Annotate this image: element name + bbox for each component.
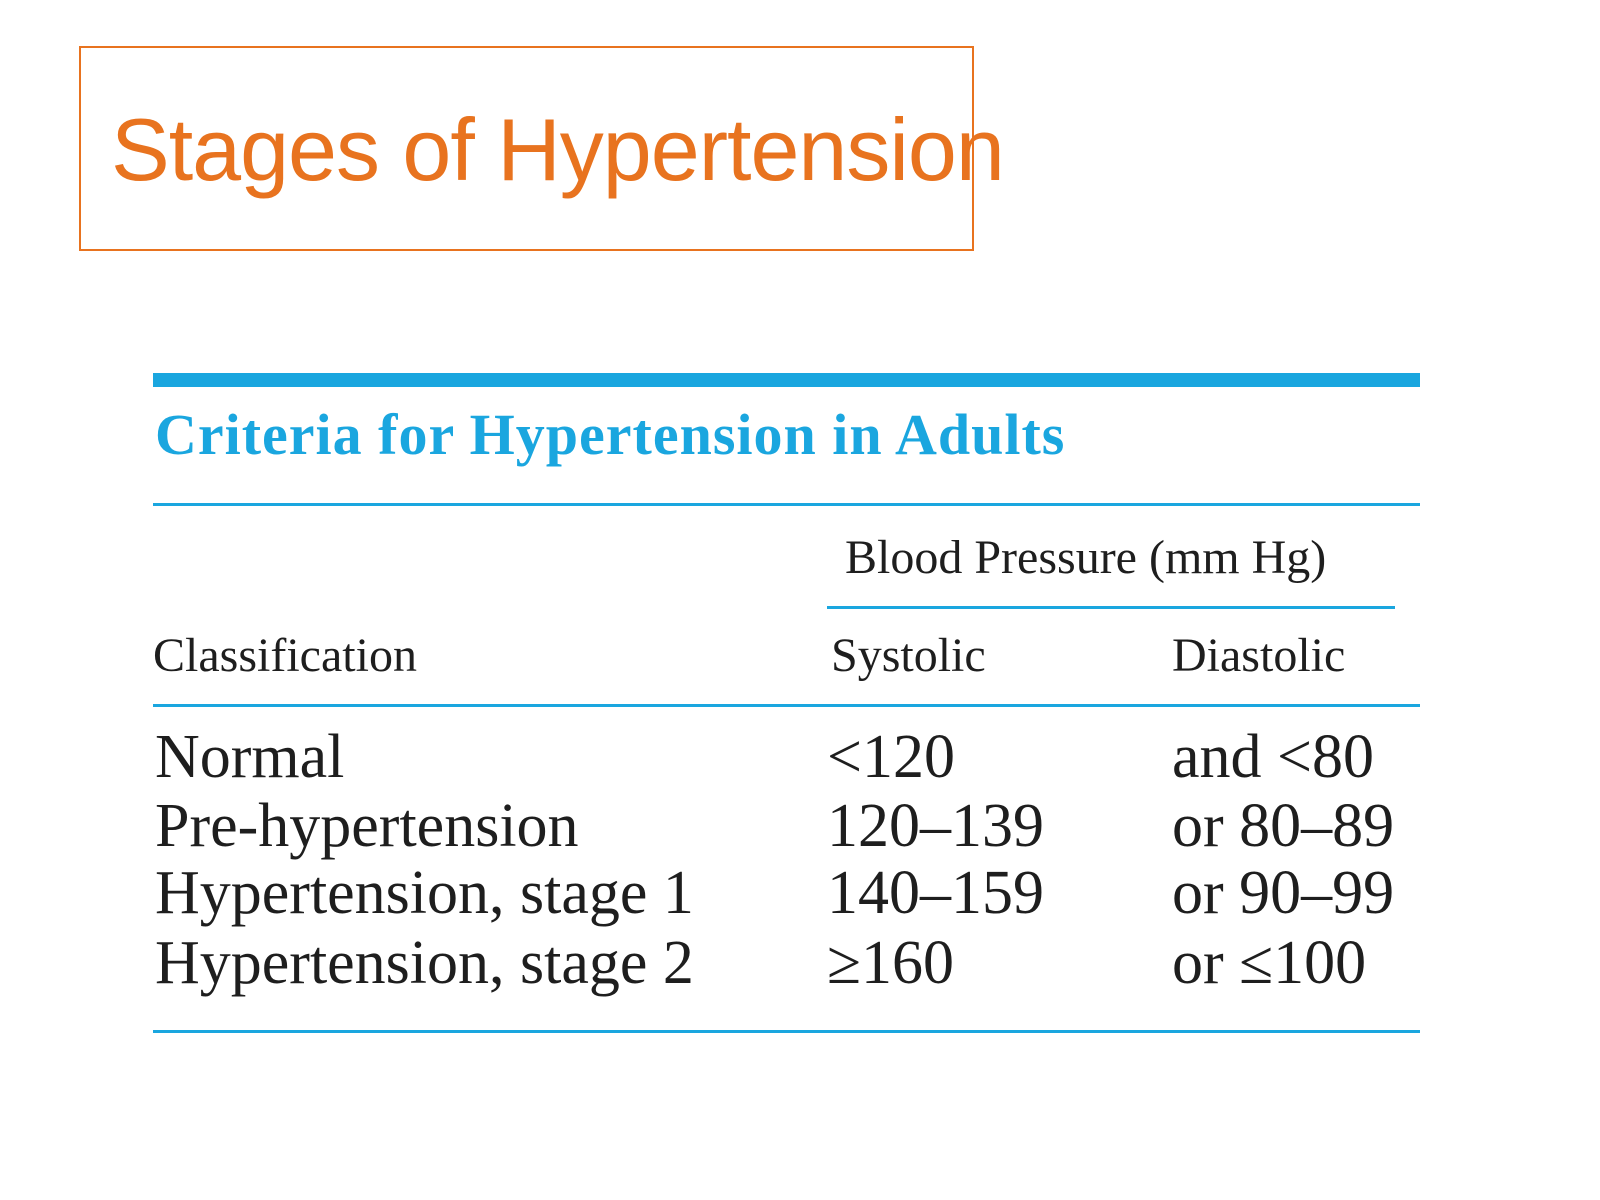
- diastolic-cell: or 90–99: [1172, 859, 1395, 927]
- classification-cell: Pre-hypertension: [155, 792, 579, 860]
- diastolic-cell: or 80–89: [1172, 792, 1395, 860]
- blood-pressure-group-header: Blood Pressure (mm Hg): [845, 531, 1327, 584]
- systolic-cell: ≥160: [827, 929, 955, 997]
- header-divider: [153, 704, 1420, 707]
- table-top-rule: [153, 373, 1420, 387]
- classification-cell: Hypertension, stage 1: [155, 859, 694, 927]
- column-header-systolic: Systolic: [831, 629, 986, 682]
- systolic-cell: <120: [827, 723, 955, 791]
- caption-divider: [153, 503, 1420, 506]
- systolic-cell: 120–139: [827, 792, 1044, 860]
- table-bottom-rule: [153, 1030, 1420, 1033]
- classification-cell: Hypertension, stage 2: [155, 929, 694, 997]
- table-caption: Criteria for Hypertension in Adults: [155, 402, 1066, 467]
- table-row: [0, 858, 1600, 928]
- diastolic-cell: and <80: [1172, 723, 1374, 791]
- slide-title: Stages of Hypertension: [111, 100, 1004, 199]
- table-row: [0, 928, 1600, 998]
- column-header-diastolic: Diastolic: [1172, 629, 1346, 682]
- column-header-classification: Classification: [153, 629, 417, 682]
- title-box: [79, 46, 1004, 251]
- group-header-underline: [827, 606, 1395, 609]
- diastolic-cell: or ≤100: [1172, 929, 1367, 997]
- classification-cell: Normal: [155, 723, 345, 791]
- table-row: [0, 722, 1600, 792]
- systolic-cell: 140–159: [827, 859, 1044, 927]
- table-row: [0, 791, 1600, 861]
